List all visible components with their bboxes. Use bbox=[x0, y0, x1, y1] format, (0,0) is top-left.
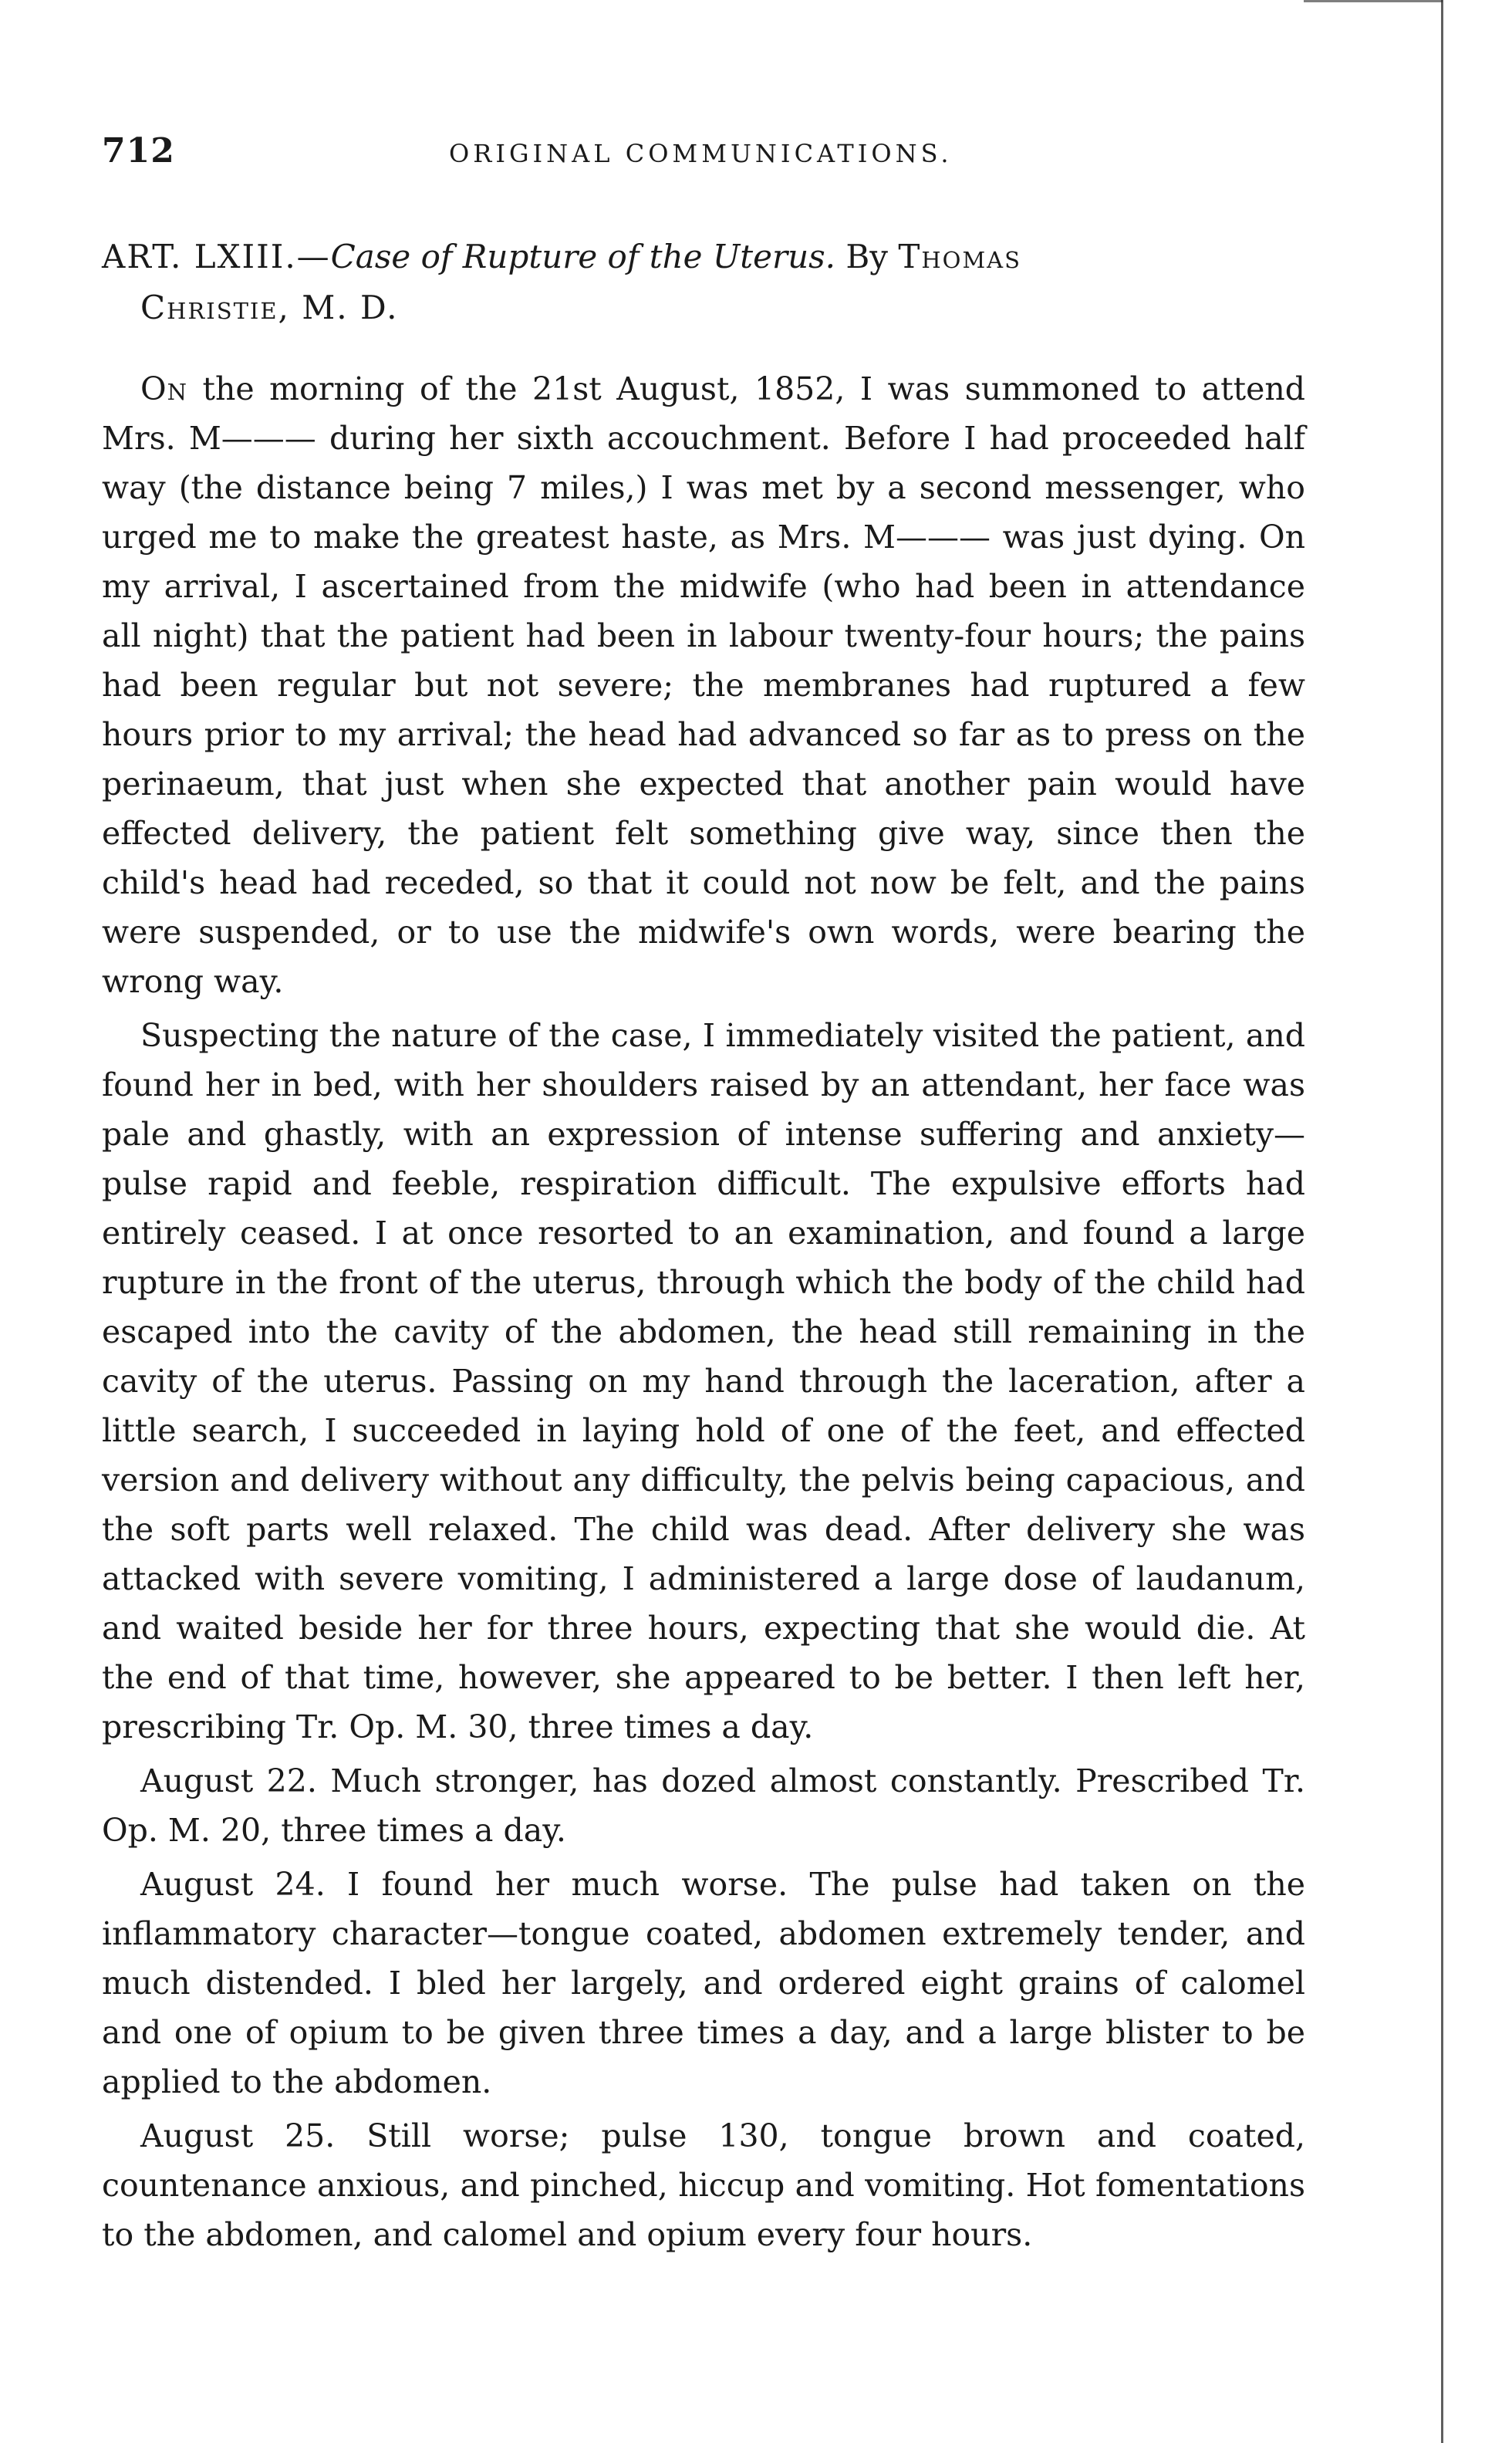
page-header bbox=[102, 131, 1305, 185]
byline-by: By bbox=[845, 238, 888, 275]
running-head: ORIGINAL COMMUNICATIONS. bbox=[449, 139, 953, 168]
author-last-name: Christie, M. D. bbox=[140, 289, 399, 326]
page-number: 712 bbox=[102, 131, 175, 171]
paragraph-august-24: August 24. I found her much worse. The pulse had taken on the inflammatory character—tongue coated, abdomen extremely tender, and much distended. I bled her largely, and ordered eight grains of calomel and one of opium to be given three times a day, and a large blister to be applied to the abdomen. bbox=[102, 1866, 1305, 2100]
paragraph-1-text: the morning of the 21st August, 1852, I was summoned to attend Mrs. M——— during her sixth accouchment. Before I had proceeded half way (the distance being 7 miles,) I was met by a second messenger, who urged me to make the greatest haste, as Mrs. M——— was just dying. On my arrival, I ascertained from the midwife (who had been in attendance all night) that the patient had been in labour twenty-four hours; the pains had been regular but not severe; the membranes had ruptured a few hours prior to my arrival; the head had advanced so far as to press on the perinaeum, that just when she expected that another pain would have effected delivery, the patient felt something give way, since then the child's head had receded, so that it could not now be felt, and the pains were suspended, or to use the midwife's own words, were bearing the wrong way. bbox=[102, 370, 1305, 1000]
scan-border-top bbox=[1304, 0, 1443, 2]
paragraph-august-25: August 25. Still worse; pulse 130, tongue brown and coated, countenance anxious, and pinched, hiccup and vomiting. Hot fomentations to the abdomen, and calomel and opium every four hours. bbox=[102, 2117, 1305, 2253]
article-number: ART. LXIII.— bbox=[102, 238, 331, 275]
opening-word: On bbox=[140, 370, 187, 407]
case-title: Case of Rupture of the Uterus. bbox=[330, 238, 836, 275]
author-first-name: Thomas bbox=[898, 238, 1021, 275]
paragraph-august-22: August 22. Much stronger, has dozed almost constantly. Prescribed Tr. Op. M. 20, three times a day. bbox=[102, 1762, 1305, 1849]
paragraph-2: Suspecting the nature of the case, I immediately visited the patient, and found her in bed, with her shoulders raised by an attendant, her face was pale and ghastly, with an expression of intense suffering and anxiety—pulse rapid and feeble, respiration difficult. The expulsive efforts had entirely ceased. I at once resorted to an examination, and found a large rupture in the front of the uterus, through which the body of the child had escaped into the cavity of the abdomen, the head still remaining in the cavity of the uterus. Passing on my hand through the laceration, after a little search, I succeeded in laying hold of one of the feet, and effected version and delivery without any difficulty, the pelvis being capacious, and the soft parts well relaxed. The child was dead. After delivery she was attacked with severe vomiting, I administered a large dose of laudanum, and waited beside her for three hours, expecting that she would die. At the end of that time, however, she appeared to be better. I then left her, prescribing Tr. Op. M. 30, three times a day. bbox=[102, 1017, 1305, 1745]
scan-border-right bbox=[1441, 0, 1443, 2443]
paragraph-1 bbox=[102, 364, 1305, 1006]
article-title bbox=[102, 231, 1305, 333]
article-body bbox=[102, 231, 1305, 2264]
